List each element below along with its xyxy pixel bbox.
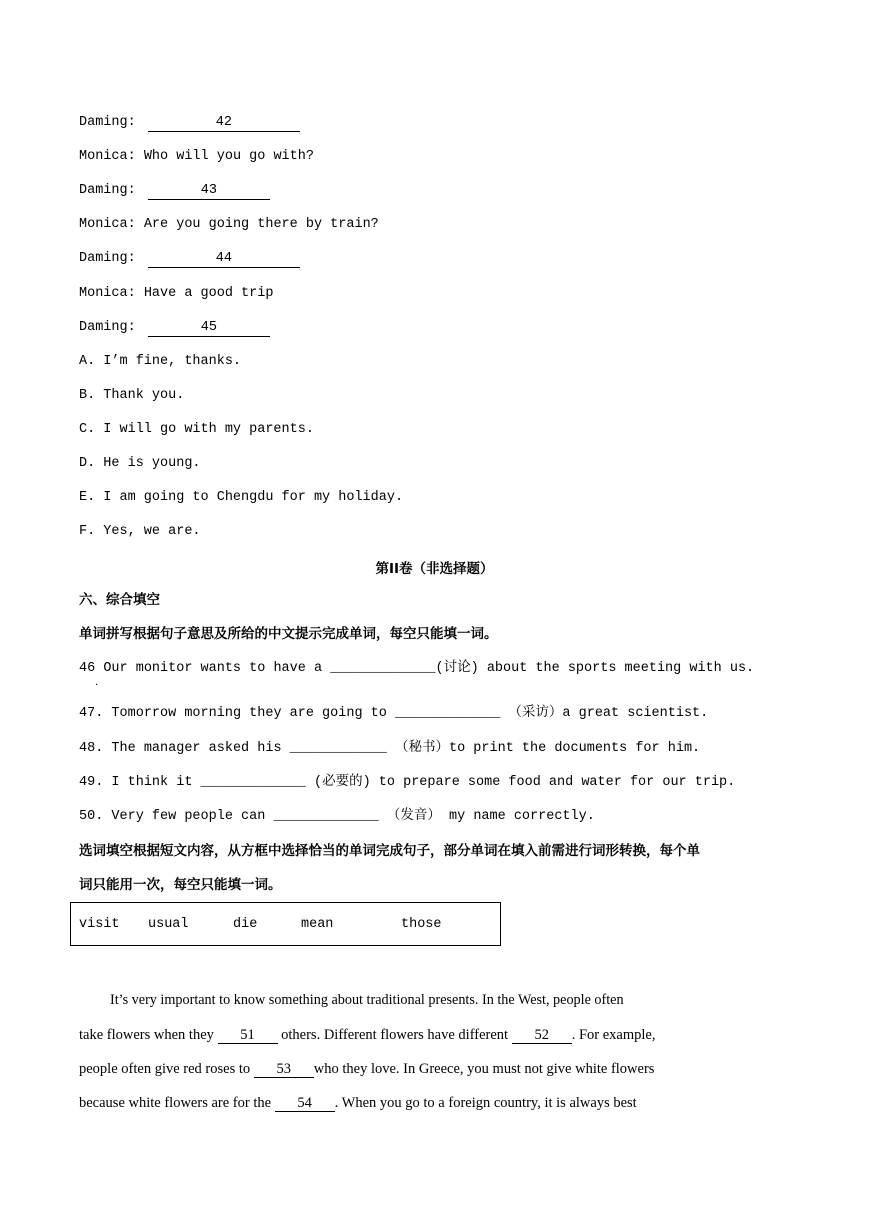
speaker: Daming: [79, 183, 136, 198]
answer-blank-53[interactable]: 53 [254, 1061, 314, 1078]
item-number: 47. [79, 706, 104, 721]
dialogue-text: Are you going there by train? [143, 217, 379, 232]
spelling-item-50 [79, 808, 595, 826]
speaker: Monica: [79, 217, 136, 232]
word-box [70, 902, 501, 946]
chinese-hint: (必要的) [313, 775, 371, 790]
item-text: a great scientist. [562, 706, 709, 721]
speaker: Daming: [79, 320, 136, 335]
item-number: 50. [79, 809, 104, 824]
answer-blank-48[interactable]: ____________ [289, 741, 387, 756]
option-d: D. He is young. [79, 456, 201, 471]
passage-text: because white flowers are for the [79, 1095, 272, 1111]
spelling-item-48 [79, 740, 700, 758]
item-text: to prepare some food and water for our trip. [378, 775, 736, 790]
dialogue-text: Have a good trip [143, 286, 274, 301]
word-box-item: visit [79, 917, 120, 932]
speaker: Daming: [79, 115, 136, 130]
part-title: 第II卷（非选择题） [375, 561, 494, 577]
passage-line-1: It’s very important to know something about traditional presents. In the West, people often [110, 992, 624, 1008]
answer-blank-54[interactable]: 54 [275, 1095, 335, 1112]
item-text: to print the documents for him. [449, 741, 701, 756]
answer-blank-49[interactable]: _____________ [200, 775, 306, 790]
passage-line-3 [79, 1060, 791, 1078]
item-number: 49. [79, 775, 104, 790]
option-c: C. I will go with my parents. [79, 422, 314, 437]
passage-text: who they love. In Greece, you must not give white flowers [313, 1061, 655, 1077]
fill-instruction-line1: 选词填空根据短文内容，从方框中选择恰当的单词完成句子，部分单词在填入前需进行词形转换，每个单 [79, 843, 700, 859]
answer-blank-45[interactable]: 45 [148, 320, 270, 337]
word-box-item: die [233, 917, 258, 932]
item-number: 46 [79, 661, 96, 676]
chinese-hint: （采访） [508, 706, 563, 721]
item-text: The manager asked his [111, 741, 282, 756]
speaker: Monica: [79, 149, 136, 164]
dialogue-line-43 [79, 182, 270, 200]
answer-blank-43[interactable]: 43 [148, 183, 270, 200]
answer-blank-51[interactable]: 51 [218, 1027, 278, 1044]
spelling-item-47 [79, 705, 708, 723]
option-a: A. I’m fine, thanks. [79, 354, 242, 369]
word-box-item: mean [301, 917, 334, 932]
dialogue-line [79, 216, 379, 234]
passage-text: . For example, [571, 1027, 656, 1043]
option-e: E. I am going to Chengdu for my holiday. [79, 490, 404, 505]
answer-blank-50[interactable]: _____________ [273, 809, 379, 824]
item-text: Tomorrow morning they are going to [111, 706, 387, 721]
passage-text: people often give red roses to [79, 1061, 251, 1077]
dialogue-line [79, 285, 273, 303]
fill-instruction-line2: 词只能用一次，每空只能填一词。 [79, 877, 282, 893]
passage-line-2 [79, 1026, 791, 1044]
spelling-item-46 [79, 660, 754, 678]
dialogue-line-45 [79, 319, 270, 337]
item-text: my name correctly. [449, 809, 595, 824]
answer-blank-46[interactable]: _____________ [330, 661, 436, 676]
item-text: I think it [111, 775, 193, 790]
passage-text: others. Different flowers have different [281, 1027, 509, 1043]
passage-text: take flowers when they [79, 1027, 214, 1043]
chinese-hint: （发音） [386, 809, 441, 824]
passage-text: . When you go to a foreign country, it is always best [334, 1095, 637, 1111]
answer-blank-42[interactable]: 42 [148, 115, 300, 132]
answer-blank-47[interactable]: _____________ [394, 706, 501, 721]
option-b: B. Thank you. [79, 388, 185, 403]
option-f: F. Yes, we are. [79, 524, 201, 539]
speaker: Monica: [79, 286, 136, 301]
item-text: about the sports meeting with us. [486, 661, 755, 676]
item-text: Very few people can [111, 809, 266, 824]
word-box-item: those [401, 917, 442, 932]
spelling-item-49 [79, 774, 735, 792]
passage-line-4 [79, 1094, 791, 1112]
answer-blank-44[interactable]: 44 [148, 251, 300, 268]
dialogue-line-42 [79, 114, 300, 132]
dialogue-line-44 [79, 250, 300, 268]
dialogue-text: Who will you go with? [143, 149, 314, 164]
speaker: Daming: [79, 251, 136, 266]
chinese-hint: (讨论) [435, 661, 479, 676]
word-box-item: usual [148, 917, 189, 932]
answer-blank-52[interactable]: 52 [512, 1027, 572, 1044]
stray-dot: · [95, 680, 99, 691]
spelling-instruction: 单词拼写根据句子意思及所给的中文提示完成单词，每空只能填一词。 [79, 626, 498, 642]
chinese-hint: （秘书） [395, 741, 449, 756]
dialogue-line [79, 148, 314, 166]
item-text: Our monitor wants to have a [103, 661, 323, 676]
item-number: 48. [79, 741, 104, 756]
section-title: 六、综合填空 [79, 592, 160, 608]
